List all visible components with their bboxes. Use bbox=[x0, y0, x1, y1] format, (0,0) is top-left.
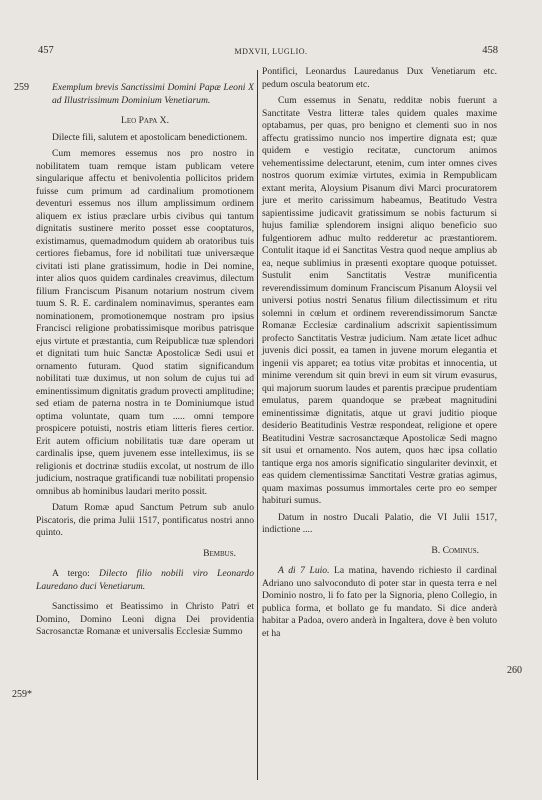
reply-opening: Sanctissimo et Beatissimo in Christo Patri et Domino, Domino Leoni digna Dei providentia Sacrosanctæ Romanæ et universalis Ecclesiæ Summo bbox=[36, 601, 254, 637]
right-page-number: 458 bbox=[482, 45, 498, 56]
entry-number: 260 bbox=[507, 665, 522, 676]
letter-tergo bbox=[36, 568, 254, 593]
entry-text: La matina, havendo richiesto il cardinal Adriano uno salvoconduto di poter star in questa terra e nel Dominio nostro, li fo fato per la Signoria, pleno Collegio, in publica forma, et bollato ge fu mandato. Si dice anderà habitar a Padoa, overo anderà in Ingaltera, dove è ben voluto et ha bbox=[262, 565, 497, 639]
reply-continuation: Pontifici, Leonardus Lauredanus Dux Venetiarum etc. pedum oscula beatorum etc. bbox=[262, 66, 497, 90]
document-number-2: 259* bbox=[12, 689, 32, 700]
letter-dating: Datum Romæ apud Sanctum Petrum sub anulo Piscatoris, die prima Julii 1517, pontificatus nostri anno quinto. bbox=[36, 502, 254, 538]
tergo-text: Dilecto filio nobili viro Leonardo Lauredano duci Venetiarum. bbox=[36, 568, 254, 592]
letter-addressee: Leo Papa X. bbox=[120, 115, 169, 126]
document-number: 259 bbox=[14, 82, 29, 93]
letter-body: Cum memores essemus nos pro nostro in nobilitatem tuam remque istam publicam vetere singularique affectu et benivolentia pollicitos pridem fuisse cum primum ad cardinalium promotionem deventuri essemus nos illum amplissimum ordinem aliquem ex istius præclare urbis civibus qui tantum dignitatis sustinere merito posset esse cooptaturos, existimamus, quemadmodum quidem ab oratoribus tuis certiores fiebamus, fore id nobilitati tuæ universæque civitati isti plane gratissimum, hodie in Dei nomine, inter alios quos quidem cardinales creavimus, dilectum filium Franciscum Pisanum notarium nostrum civem tuum S. R. E. cardinalem nominavimus, sperantes eam nominationem, promotionemque nostram pro ipsius Francisci religione probatissimisque moribus patrisque ejus virtute et præstantia, cum Reipublicæ tuæ splendori et dignitati tum huic Sanctæ Apostolicæ Sedi usui et ornamento futuram. Quod statim significandum nobilitati tuæ duximus, ut non solum de cujus tui ad eminentissimum dignitatis gradum provecti amplitudine; sed etiam de paterna nostra in te Dominiumque istud optima voluntate, quam tum ..... omni tempore prospicere potuisti, nostris etiam litteris fieres certior. Erit autem officium nobilitatis tuæ dare operam ut cardinalis ipse, quem juvenem esse intelleximus, iis se religionis et doctrinæ studiis excolat, ut nostrum de illo judicium, nostraque gratificandi tuæ nobilitati propensio omnibus ab hominibus laudari merito possit. bbox=[36, 148, 254, 497]
reply-body: Cum essemus in Senatu, redditæ nobis fuerunt a Sanctitate Vestra litteræ tales quidem quales maxime optabamus, per quas, pro benigno et clementi suo in nos affectu gratissimo nuncio nos impertire dignata est; quæ quidem e vestigio recitatæ, cunctorum animos vehementissime delectarunt, etenim, cum inter omnes cives nostros quorum eximiæ virtutes, eximia in Rempublicam extant merita, Aloysium Pisanum divi Marci procuratorem jure et merito carissimum habeamus, Beatitudo Vestra sapientissime judicavit gratissimum se nobis facturum si hujus familiæ splendorem insigni aliquo beneficio suo fulgentiorem adhuc multo redderetur ac præstantiorem. Contulit itaque id ei Sanctitas Vestra quod neque amplius ab ea, neque sublimius in præsenti exoptare quoque potuisset. Sustulit enim Sanctitatis Vestræ munificentia reverendissimum dominum Franciscum Pisanum Aloysii vel universi potius nostri Senatus filium dilectissimum et ritu solemni in cœlum et ordinem reverendissimorum Sanctæ Romanæ Ecclesiæ cardinalium adscrixit sapientissimum profecto Sanctitatis Vestræ judicium. Nam ætate licet adhuc juvenis dici possit, ea tamen in juvene morum elegantia et ingenii vis apparet; ea totius vitæ probitas et innocentia, ut minime verendum sit quin brevi in eum sit virum evasurus, qui majorum suorum laudes et parentis præcipue prudentiam emulatus, parem quandoque se præbeat magnitudini eminentissimæ dignitatis, atque ut gravi juditio pioque desiderio Beatitudinis Vestræ respondeat, religione et opere Beatitudini Vestræ sacrosanctæque Apostolicæ Sedi magno sit usui et ornamento. Nos autem, quos hæc ipsa collatio tantique erga nos amoris significatio singulariter devinxit, et eas quidem clementissimæ Sanctitati Vestræ gratias agimus, quam maximas possumus immortales certe pro eo semper habituri sumus. bbox=[262, 95, 497, 506]
left-page-number: 457 bbox=[38, 45, 54, 56]
letter-title: Exemplum brevis Sanctissimi Domini Papæ Leoni X ad Illustrissimum Dominium Venetiarum. bbox=[52, 82, 254, 106]
column-divider bbox=[257, 70, 258, 780]
left-column bbox=[36, 66, 254, 639]
entry-date: A dì 7 Luio. bbox=[278, 565, 330, 576]
tergo-label: A tergo: bbox=[52, 568, 90, 579]
reply-dating: Datum in nostro Ducali Palatio, die VI Julii 1517, indictione .... bbox=[262, 511, 497, 535]
letter-signature: Bembus. bbox=[203, 547, 236, 559]
diary-entry bbox=[262, 565, 497, 640]
letter-greeting: Dilecte fili, salutem et apostolicam benedictionem. bbox=[52, 131, 248, 143]
running-header: MDXVII, LUGLIO. bbox=[234, 47, 308, 56]
right-column bbox=[262, 66, 497, 640]
reply-signature: B. Cominus. bbox=[431, 544, 479, 556]
